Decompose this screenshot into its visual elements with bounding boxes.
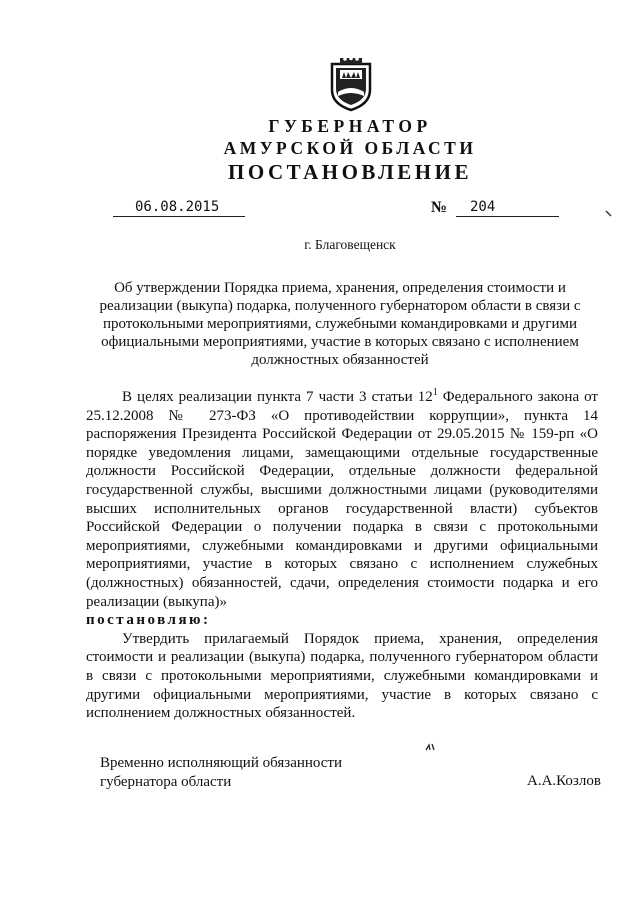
subject-line: протокольными мероприятиями, служебными командировками и другими bbox=[102, 316, 578, 332]
resolve-word: постановляю: bbox=[86, 612, 211, 629]
decision-paragraph: Утвердить прилагаемый Порядок приема, хранения, определения стоимости и реализации (выкупа) подарка, полученного губернатором области в связи с протокольными мероприятиями, служебными командировками и другими официальными мероприятиями, участие в которых связано с исполнением должностных обязанностей. bbox=[86, 630, 598, 722]
document-subject bbox=[80, 279, 600, 369]
handwritten-mark-icon bbox=[425, 742, 437, 752]
document-date: 06.08.2015 bbox=[113, 199, 245, 217]
document-type-title: ПОСТАНОВЛЕНИЕ bbox=[228, 160, 472, 184]
subject-line: должностных обязанностей bbox=[251, 352, 429, 368]
header-governor: ГУБЕРНАТОР bbox=[268, 116, 432, 136]
preamble-text: В целях реализации пункта 7 части 3 статьи 12 bbox=[122, 389, 433, 405]
preamble-superscript: 1 bbox=[432, 387, 438, 398]
position-line: Временно исполняющий обязанности bbox=[100, 755, 343, 771]
subject-line: Об утверждении Порядка приема, хранения, определения стоимости и bbox=[114, 280, 566, 296]
signatory-name: А.А.Козлов bbox=[527, 773, 601, 789]
preamble-paragraph bbox=[86, 384, 598, 611]
number-sign: № bbox=[431, 199, 448, 216]
coat-of-arms-icon bbox=[326, 56, 376, 112]
header-region: АМУРСКОЙ ОБЛАСТИ bbox=[223, 138, 477, 158]
corner-mark-icon bbox=[605, 210, 613, 218]
document-body bbox=[86, 384, 598, 723]
subject-line: реализации (выкупа) подарка, полученного губернатором области в связи с bbox=[99, 298, 581, 314]
city: г. Благовещенск bbox=[304, 237, 396, 252]
signatory-position bbox=[100, 754, 342, 792]
preamble-text-cont: Федерального закона от 25.12.2008 № 273-ФЗ «О противодействии коррупции», пункта 14 распоряжения Президента Российской Федерации от 29.05.2015 № 159-рп «О порядке уведомления лицами, замещающими отдельные государственные должности Российской Федерации, отдельные должности федеральной государственной службы, высшими должностными лицами (руководителями высших исполнительных органов государственной власти) субъектов Российской Федерации о получении подарка в связи с протокольными мероприятиями, служебными командировками и другими официальными мероприятиями, участие в которых связано с исполнением служебных (должностных) обязанностей, сдачи, определения стоимости подарка и его реализации (выкупа)» bbox=[86, 389, 598, 610]
document-number: 204 bbox=[456, 199, 559, 217]
subject-line: официальными мероприятиями, участие в которых связано с исполнением bbox=[101, 334, 579, 350]
position-line: губернатора области bbox=[100, 774, 232, 790]
